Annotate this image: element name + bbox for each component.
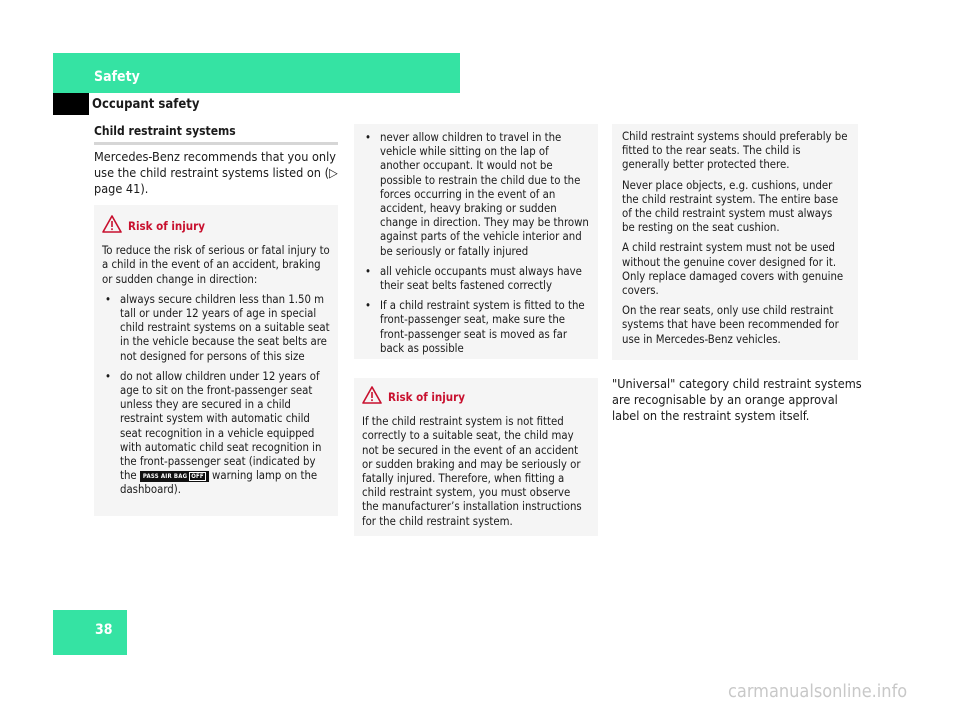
list-item: • all vehicle occupants must always have their seat belts fastened correctly — [362, 265, 590, 293]
warning-title: Risk of injury — [388, 389, 466, 404]
page-number-box — [53, 610, 127, 655]
universal-paragraph: "Universal" category child restraint systems are recognisable by an orange approval label on the restraint system itself. — [612, 376, 862, 423]
warning-intro: To reduce the risk of serious or fatal injury to a child in the event of an accident, braking or sudden change in direction: — [102, 244, 330, 286]
page-title: Occupant safety — [92, 97, 200, 112]
airbag-off-lamp-icon: PASS AIR BAG OFF — [140, 471, 209, 482]
section-marker — [53, 93, 89, 115]
note-paragraph: On the rear seats, only use child restraint systems that have been recommended for use in Mercedes-Benz vehicles. — [622, 304, 839, 346]
list-item: • never allow children to travel in the vehicle while sitting on the lap of another occupant. It would not be possible to restrain the child due to the forces occurring in the event of an accident, heavy braking or sudden change in direction. They may be thrown against parts of the vehicle interior and be seriously or fatally injured — [362, 131, 590, 259]
note-box-right — [612, 124, 858, 360]
note-paragraph: Child restraint systems should preferably be fitted to the rear seats. The child is generally better protected there. — [622, 130, 848, 172]
warning-box-continued — [354, 124, 598, 359]
watermark: carmanualsonline.info — [728, 681, 908, 702]
list-item-text-end: warning lamp on the dashboard). — [120, 469, 318, 497]
warning-triangle-icon — [362, 386, 382, 407]
warning-heading — [362, 386, 590, 407]
intro-paragraph: Mercedes-Benz recommends that you only use the child restraint systems listed on (▷ page 41). — [94, 149, 338, 196]
list-item: • always secure children less than 1.50 m tall or under 12 years of age in special child restraint systems on a suitable seat in the vehicle because the seat belts are not designed for persons of this size — [102, 293, 330, 364]
warning-title: Risk of injury — [128, 218, 206, 233]
section-label: Safety — [94, 69, 140, 85]
note-paragraph: Never place objects, e.g. cushions, under the child restraint system. The entire base of the child restraint system must always be resting on the seat cushion. — [622, 178, 839, 235]
list-item — [102, 370, 330, 498]
warning-box-left — [94, 205, 338, 516]
warning-list-continued — [362, 131, 590, 356]
subheading-rule — [94, 142, 338, 145]
warning-box-middle — [354, 378, 598, 536]
page-number: 38 — [95, 622, 113, 638]
list-item: • If a child restraint system is fitted to the front-passenger seat, make sure the front-passenger seat is moved as far back as possible — [362, 299, 590, 356]
warning-list — [102, 293, 330, 498]
warning-triangle-icon — [102, 215, 122, 236]
note-paragraph: A child restraint system must not be used without the genuine cover designed for it. Only replace damaged covers with genuine covers. — [622, 241, 844, 298]
list-item-text: do not allow children under 12 years of age to sit on the front-passenger seat unless they are secured in a child restraint system with automatic child seat recognition in a vehicle equipped with automatic child seat recognition in the front-passenger seat (indicated by the — [120, 369, 322, 483]
subheading: Child restraint systems — [94, 124, 236, 138]
warning-text: If the child restraint system is not fitted correctly to a suitable seat, the child may not be secured in the event of an accident or sudden braking and may be seriously or fatally injured. Therefore, when fitting a child restraint system, you must observe the manufacturer’s installation instructions for the child restraint system. — [362, 415, 582, 528]
warning-heading — [102, 215, 330, 236]
